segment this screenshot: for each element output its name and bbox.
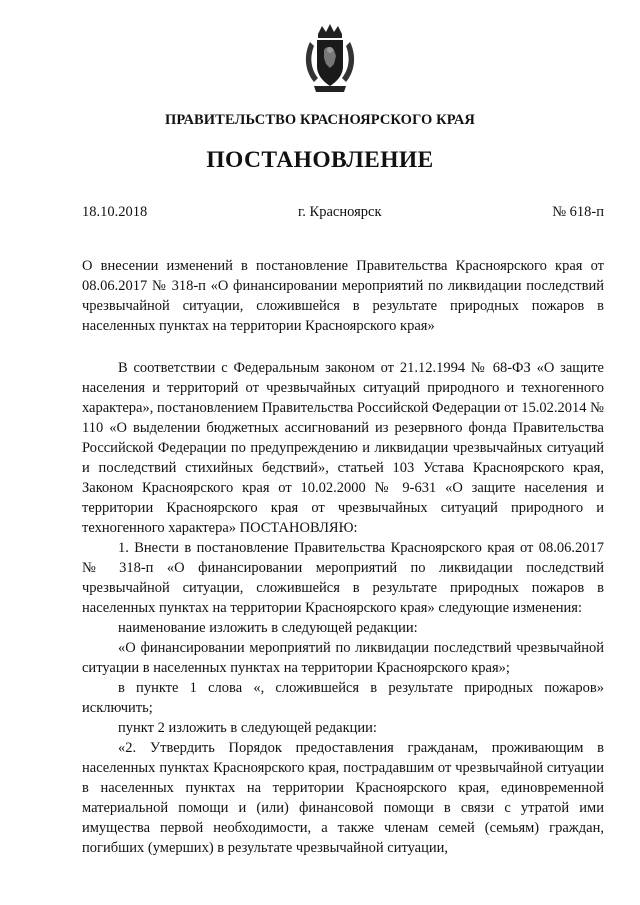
organization-name: ПРАВИТЕЛЬСТВО КРАСНОЯРСКОГО КРАЯ	[164, 112, 475, 128]
document-number: № 618-п	[552, 204, 604, 220]
paragraph: 1. Внести в постановление Правительства Красноярского края от 08.06.2017 № 318-п «О финансировании мероприятий по ликвидации последствий чрезвычайной ситуации, сложившейся в результате природных пожаров в населенных пунктах на территории Красноярского края» следующие изменения:	[82, 540, 604, 616]
document-body	[82, 358, 604, 858]
paragraph: в пункте 1 слова «, сложившейся в результате природных пожаров» исключить;	[82, 680, 604, 716]
document-subject: О внесении изменений в постановление Правительства Красноярского края от 08.06.2017 № 318-п «О финансировании мероприятий по ликвидации последствий чрезвычайной ситуации, сложившейся в результате природных пожаров в населенных пунктах на территории Красноярского края»	[82, 258, 604, 334]
paragraph: пункт 2 изложить в следующей редакции:	[118, 720, 377, 736]
document-date: 18.10.2018	[82, 204, 148, 220]
paragraph: «О финансировании мероприятий по ликвидации последствий чрезвычайной ситуации в населенных пунктах на территории Красноярского края»;	[82, 640, 604, 676]
paragraph: наименование изложить в следующей редакции:	[118, 620, 418, 636]
coat-of-arms-icon	[300, 20, 360, 96]
paragraph: В соответствии с Федеральным законом от 21.12.1994 № 68-ФЗ «О защите населения и территорий от чрезвычайных ситуаций природного и техногенного характера», постановлением Правительства Российской Федерации от 15.02.2014 № 110 «О выделении бюджетных ассигнований из резервного фонда Правительства Российской Федерации по предупреждению и ликвидации чрезвычайных ситуаций и последствий стихийных бедствий», статьей 103 Устава Красноярского края, Законом Красноярского края от 10.02.2000 № 9-631 «О защите населения и территории Красноярского края от чрезвычайных ситуаций природного и техногенного характера» ПОСТАНОВЛЯЮ:	[82, 360, 604, 536]
paragraph: «2. Утвердить Порядок предоставления гражданам, проживающим в населенных пунктах Красноярского края, пострадавшим от чрезвычайной ситуации в населенных пунктах на территории Красноярского края, единовременной материальной помощи и (или) финансовой помощи в связи с утратой ими имущества первой необходимости, а также членам семей (семьям) граждан, погибших (умерших) в результате чрезвычайной ситуации,	[82, 740, 604, 856]
document-meta	[82, 204, 604, 224]
document-type: ПОСТАНОВЛЕНИЕ	[206, 147, 434, 173]
document-city: г. Красноярск	[298, 204, 382, 220]
